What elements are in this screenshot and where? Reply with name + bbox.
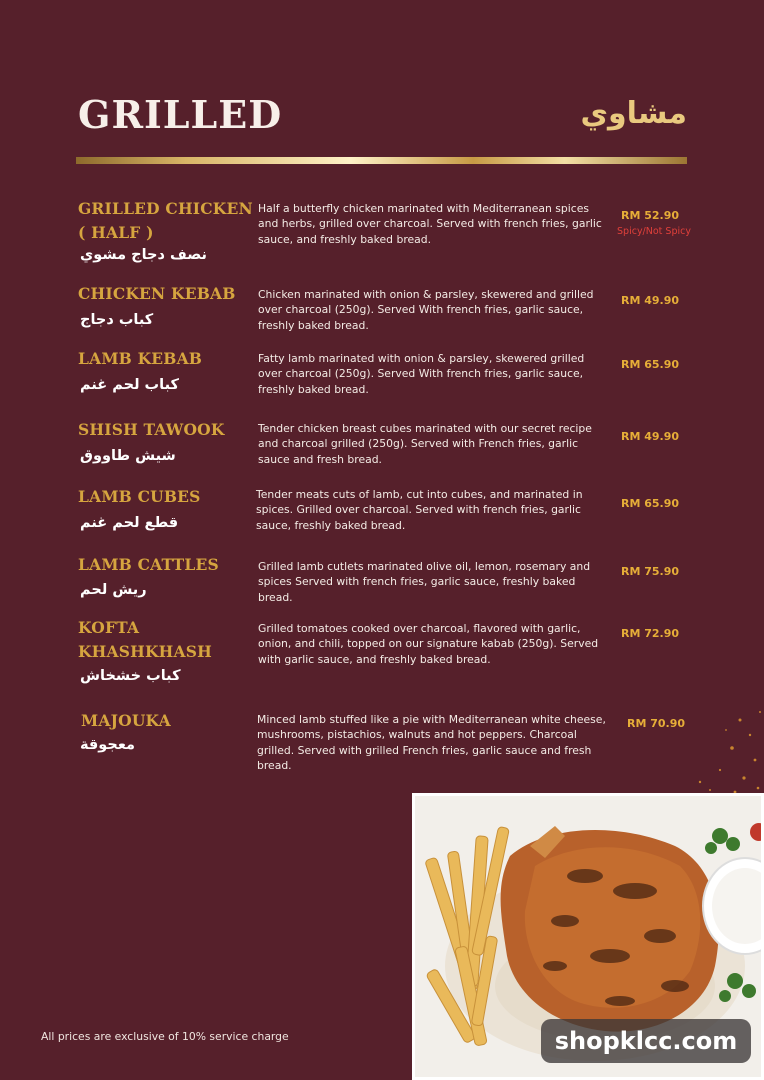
item-name: GRILLED CHICKEN ( HALF ) xyxy=(78,199,253,242)
item-description: Fatty lamb marinated with onion & parsley, skewered grilled over charcoal (250g). Served With french fries, garlic sauce, freshly baked bread. xyxy=(258,352,585,396)
item-description: Half a butterfly chicken marinated with Mediterranean spices and herbs, grilled over charcoal. Served with french fries, garlic sauce, and freshly baked bread. xyxy=(258,202,602,246)
item-name-arabic: شيش طاووق xyxy=(80,448,176,464)
item-name: CHICKEN KEBAB xyxy=(78,284,236,303)
spice-speckles-decoration xyxy=(640,700,764,800)
item-name-arabic: معجوقة xyxy=(80,737,135,753)
item-price: RM 65.90 xyxy=(620,358,680,371)
item-description: Chicken marinated with onion & parsley, skewered and grilled over charcoal (250g). Served With french fries, garlic sauce, freshly baked bread. xyxy=(258,288,594,332)
item-price: RM 75.90 xyxy=(620,565,680,578)
item-name-arabic: كباب دجاج xyxy=(80,312,154,328)
item-description: Grilled tomatoes cooked over charcoal, flavored with garlic, onion, and chili, topped on our signature kabab (250g). Served with garlic sauce, and freshly baked bread. xyxy=(258,622,599,666)
item-price: RM 65.90 xyxy=(620,497,680,510)
item-description: Minced lamb stuffed like a pie with Mediterranean white cheese, mushrooms, pistachios, walnuts and hot peppers. Charcoal grilled. Served with grilled French fries, garlic sauce and fresh bread. xyxy=(257,713,606,772)
item-description: Tender chicken breast cubes marinated with our secret recipe and charcoal grilled (250g). Served with French fries, garlic sauce and fresh bread. xyxy=(258,422,592,466)
item-name-arabic: نصف دجاج مشوي xyxy=(80,247,207,263)
item-name: LAMB KEBAB xyxy=(78,349,203,368)
item-price: RM 72.90 xyxy=(620,627,680,640)
item-name: KOFTA KHASHKHASH xyxy=(78,618,212,661)
item-price: RM 52.90 xyxy=(620,209,680,222)
gold-divider xyxy=(76,157,687,164)
item-description: Grilled lamb cutlets marinated olive oil, lemon, rosemary and spices Served with french fries, garlic sauce, freshly baked bread. xyxy=(258,560,591,604)
item-name-arabic: كباب لحم غنم xyxy=(80,377,179,393)
item-name: MAJOUKA xyxy=(81,711,171,730)
item-name: LAMB CATTLES xyxy=(78,555,219,574)
item-price: RM 49.90 xyxy=(620,430,680,443)
item-price: RM 70.90 xyxy=(626,717,686,730)
item-name-arabic: كباب خشخاش xyxy=(80,668,181,684)
watermark-badge: shopklcc.com xyxy=(541,1019,751,1063)
item-price: RM 49.90 xyxy=(620,294,680,307)
item-name: SHISH TAWOOK xyxy=(78,420,225,439)
item-name: LAMB CUBES xyxy=(78,487,201,506)
item-price-note: Spicy/Not Spicy xyxy=(617,226,691,237)
service-charge-note: All prices are exclusive of 10% service charge xyxy=(41,1030,289,1043)
item-name-arabic: ريش لحم xyxy=(80,582,147,598)
page-title-arabic: مشاوي xyxy=(580,96,687,131)
item-name-arabic: قطع لحم غنم xyxy=(80,515,179,531)
page-title: GRILLED xyxy=(78,92,283,137)
item-description: Tender meats cuts of lamb, cut into cubes, and marinated in spices. Grilled over charcoal. Served with french fries, garlic sauce, freshly baked bread. xyxy=(256,488,583,532)
